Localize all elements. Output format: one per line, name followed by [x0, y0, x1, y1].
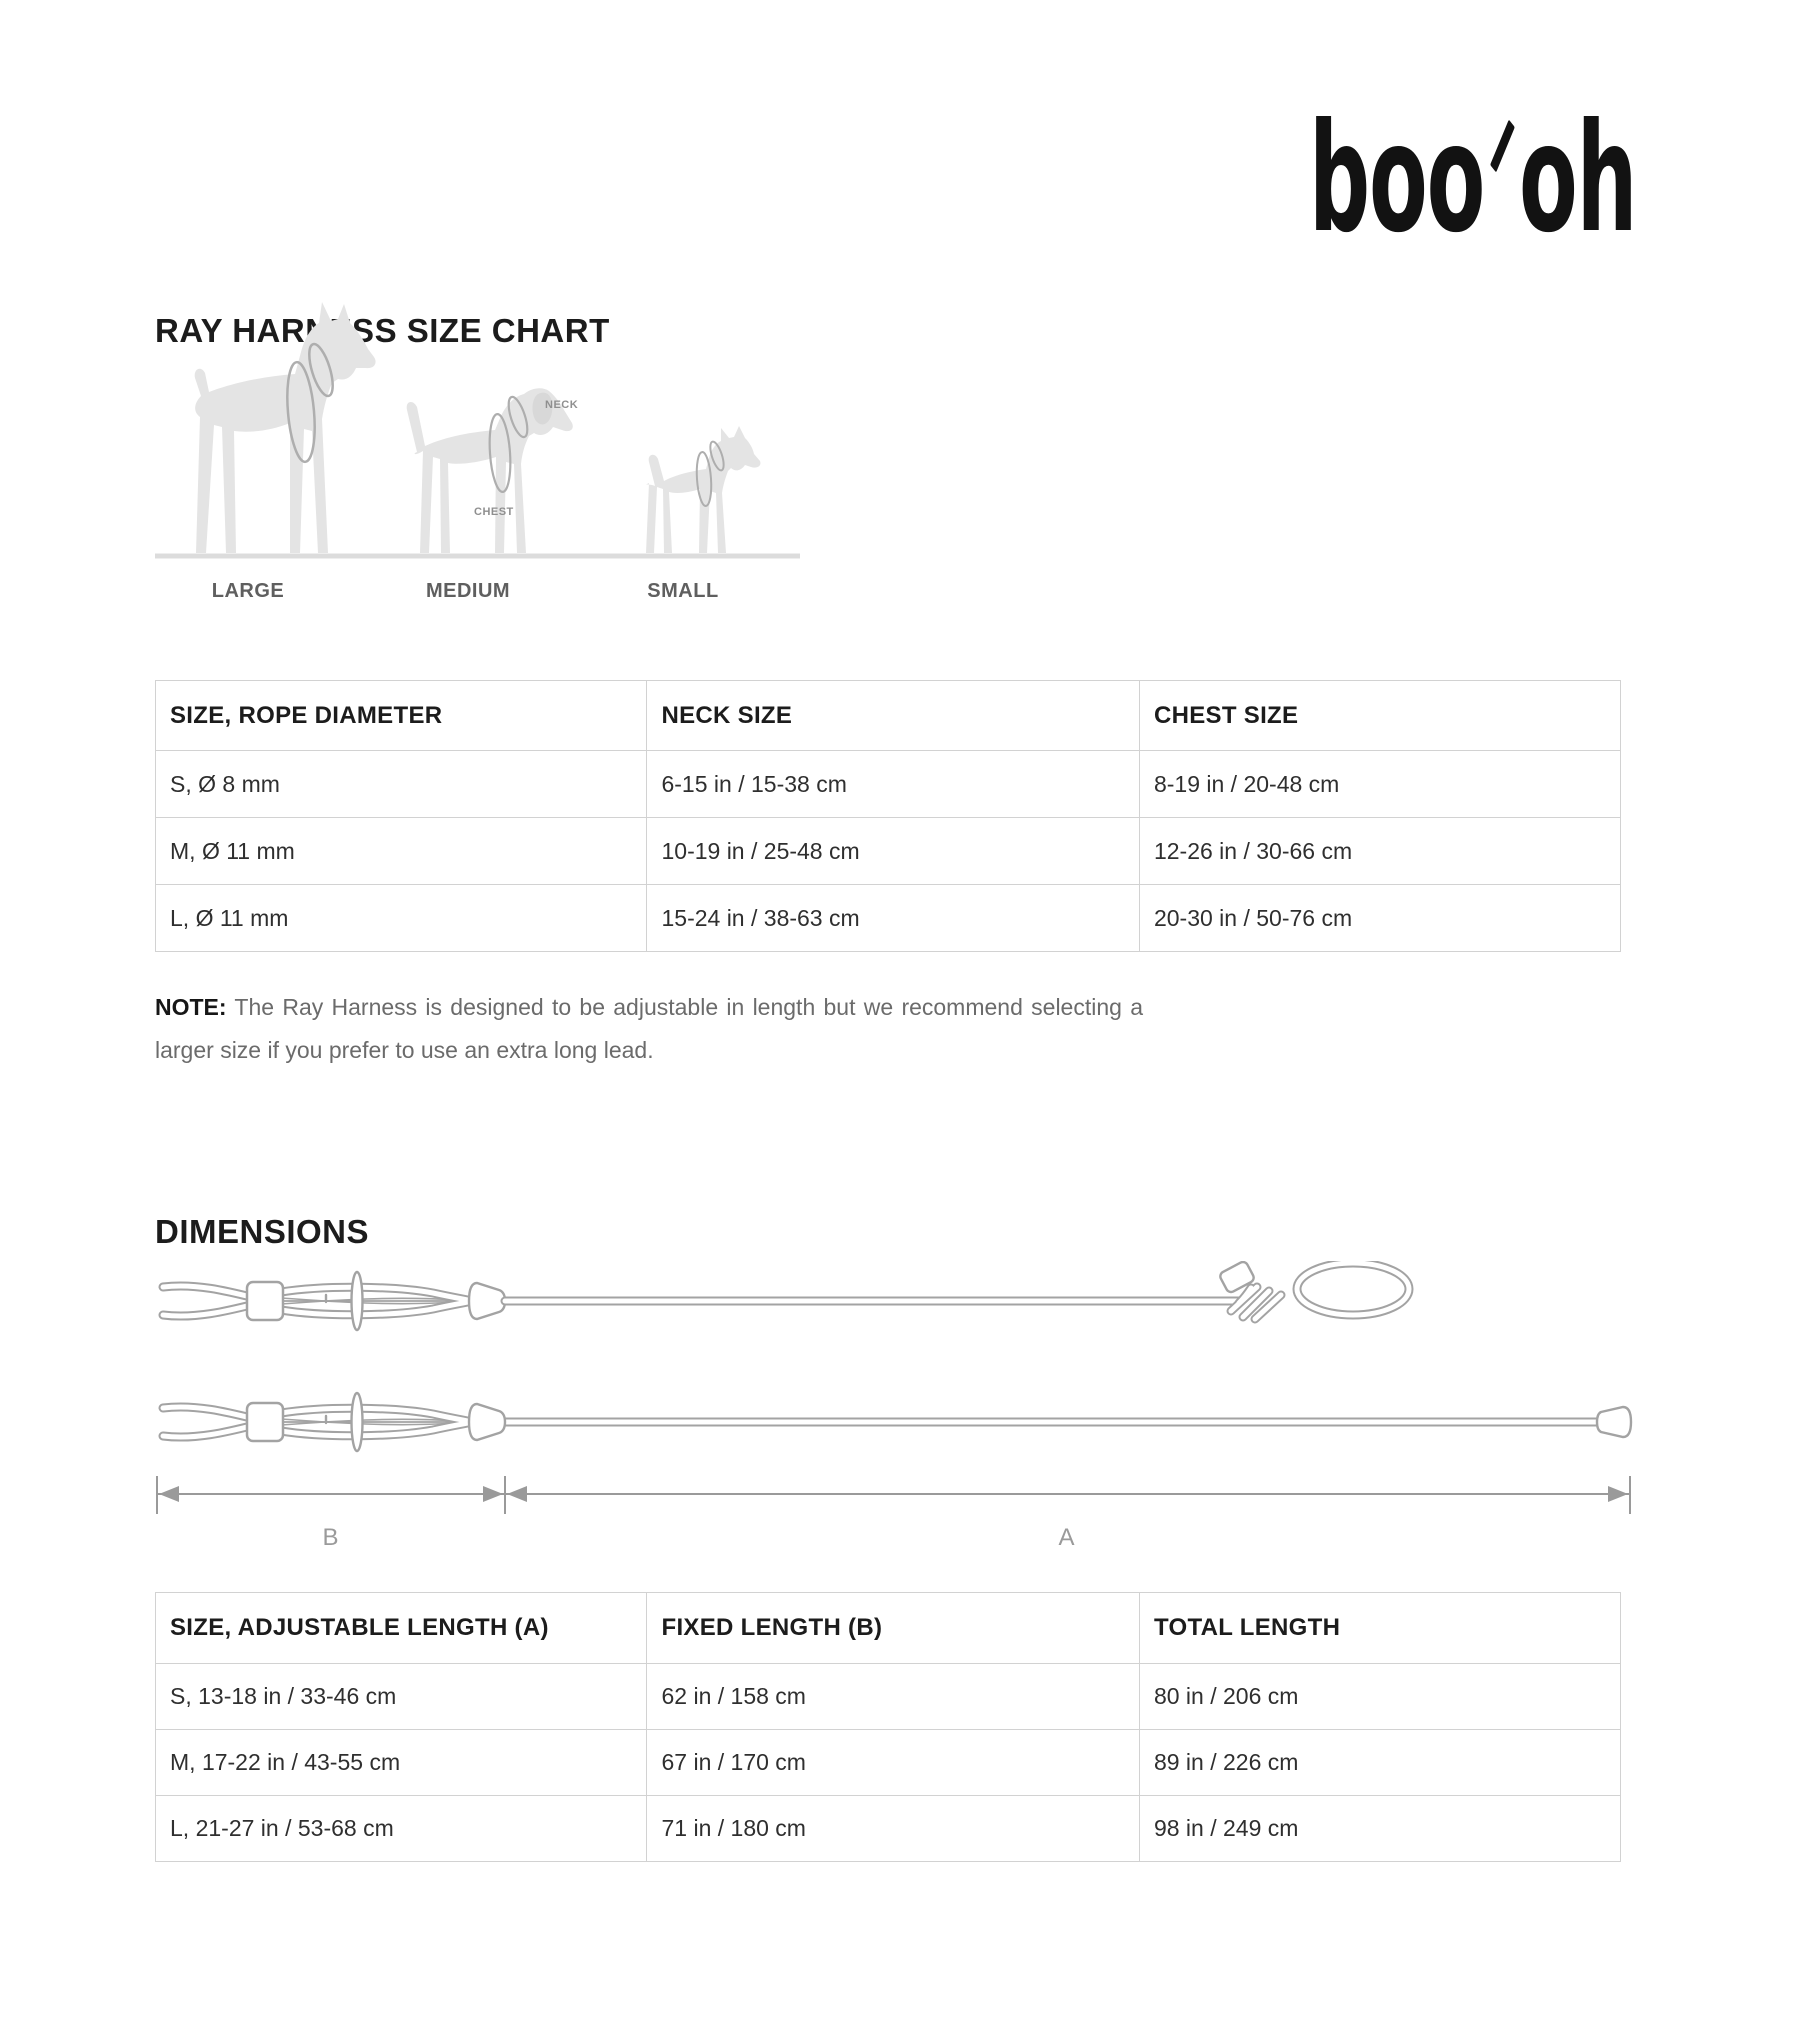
table-cell: M, 17-22 in / 43-55 cm [156, 1730, 647, 1796]
table-cell: 12-26 in / 30-66 cm [1139, 818, 1620, 885]
dimensions-title: DIMENSIONS [155, 1213, 370, 1251]
rope-slider [247, 1282, 283, 1320]
table-row [156, 818, 1621, 885]
table-row [156, 751, 1621, 818]
table-cell: 15-24 in / 38-63 cm [647, 885, 1139, 952]
size-table-header-row [156, 681, 1621, 751]
dimension-label-a: A [1058, 1524, 1076, 1551]
table-cell: 89 in / 226 cm [1139, 1730, 1620, 1796]
leash-with-loop-illustration [155, 1261, 1425, 1341]
chest-annotation: CHEST [474, 506, 514, 518]
label-small: SMALL [647, 580, 719, 602]
size-table-header-neck: NECK SIZE [647, 681, 1139, 751]
neck-annotation: NECK [545, 399, 579, 411]
table-row [156, 885, 1621, 952]
dog-sizes-illustration [155, 290, 815, 570]
large-dog-silhouette [195, 302, 376, 553]
rope-disc-stopper [352, 1393, 363, 1451]
rope-cone-connector [469, 1404, 505, 1440]
length-table [155, 1592, 1621, 1862]
length-table-header-total: TOTAL LENGTH [1139, 1593, 1620, 1664]
logo-accent-mark-icon [1490, 120, 1515, 173]
table-cell: 62 in / 158 cm [647, 1664, 1139, 1730]
dimension-label-b: B [322, 1524, 340, 1551]
label-medium: MEDIUM [425, 580, 511, 602]
table-row [156, 1664, 1621, 1730]
rope-cone-connector [469, 1283, 505, 1319]
brand-logo [1308, 92, 1636, 266]
size-table [155, 680, 1621, 952]
table-cell: M, Ø 11 mm [156, 818, 647, 885]
table-cell: 6-15 in / 15-38 cm [647, 751, 1139, 818]
page-title: RAY HARNESS SIZE CHART [155, 312, 610, 350]
rope-slider [247, 1403, 283, 1441]
table-cell: 98 in / 249 cm [1139, 1796, 1620, 1862]
table-cell: 10-19 in / 25-48 cm [647, 818, 1139, 885]
table-cell: 8-19 in / 20-48 cm [1139, 751, 1620, 818]
table-row [156, 1730, 1621, 1796]
table-cell: L, Ø 11 mm [156, 885, 647, 952]
note-paragraph [155, 986, 1143, 1072]
table-cell: 71 in / 180 cm [647, 1796, 1139, 1862]
label-large: LARGE [211, 580, 285, 602]
table-cell: S, Ø 8 mm [156, 751, 647, 818]
rope-flared-end-cap [1597, 1407, 1631, 1437]
length-table-header-fixed: FIXED LENGTH (B) [647, 1593, 1139, 1664]
table-cell: 80 in / 206 cm [1139, 1664, 1620, 1730]
size-table-header-size: SIZE, ROPE DIAMETER [156, 681, 647, 751]
logo-text-right: oh [1518, 92, 1636, 266]
table-cell: 20-30 in / 50-76 cm [1139, 885, 1620, 952]
small-dog-silhouette [646, 426, 760, 553]
leash-full-length-illustration [155, 1382, 1645, 1462]
note-label: NOTE: [155, 994, 227, 1020]
length-table-header-row [156, 1593, 1621, 1664]
table-cell: 67 in / 170 cm [647, 1730, 1139, 1796]
logo-text-left: boo [1308, 92, 1484, 266]
size-table-header-chest: CHEST SIZE [1139, 681, 1620, 751]
length-table-header-adjustable: SIZE, ADJUSTABLE LENGTH (A) [156, 1593, 647, 1664]
dimension-lines [155, 1472, 1645, 1522]
note-body: The Ray Harness is designed to be adjustable in length but we recommend selecting a larger size if you prefer to use an extra long lead. [155, 994, 1143, 1063]
table-row [156, 1796, 1621, 1862]
table-cell: S, 13-18 in / 33-46 cm [156, 1664, 647, 1730]
rope-disc-stopper [352, 1272, 363, 1330]
table-cell: L, 21-27 in / 53-68 cm [156, 1796, 647, 1862]
